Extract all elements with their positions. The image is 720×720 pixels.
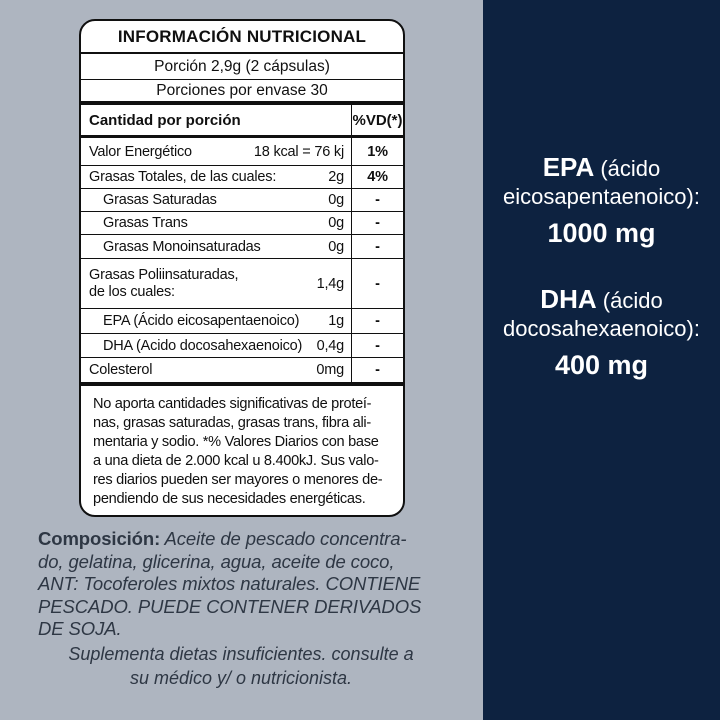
row-amount: 1,4g — [316, 275, 344, 292]
footnote-line: res diarios pueden ser mayores o menores de- — [93, 472, 383, 488]
dha-acronym: DHA — [540, 284, 597, 314]
row-dv: - — [351, 358, 403, 382]
epa-heading — [483, 153, 720, 183]
column-header-amount: Cantidad por porción — [89, 111, 241, 129]
supplement-note-line: Suplementa dietas insuficientes. consulte a — [68, 644, 414, 664]
row-dv: 4% — [351, 166, 403, 188]
dha-heading — [483, 285, 720, 315]
table-footnote — [81, 386, 403, 515]
row-amount: 0g — [328, 238, 344, 255]
table-title: INFORMACIÓN NUTRICIONAL — [81, 21, 403, 54]
row-dv: - — [351, 309, 403, 333]
epa-dha-highlight — [483, 153, 720, 381]
supplement-note — [18, 642, 464, 690]
composition-line-text: Aceite de pescado concentra- — [164, 528, 407, 549]
row-label: Grasas Monoinsaturadas — [103, 238, 261, 255]
dha-description-part2: docosahexaenoico): — [503, 316, 700, 341]
table-row-monounsaturated-fat — [81, 235, 403, 259]
table-column-header-row — [81, 105, 403, 138]
servings-per-container-row: Porciones por envase 30 — [81, 80, 403, 105]
epa-dha-spacer — [483, 249, 720, 285]
table-row-polyunsaturated-fat — [81, 259, 403, 309]
row-label: DHA (Acido docosahexaenoico) — [103, 337, 303, 354]
row-label-line1: Grasas Poliinsaturadas, — [89, 266, 239, 283]
composition-line: PESCADO. PUEDE CONTENER DERIVADOS — [38, 595, 422, 617]
row-dv: - — [351, 334, 403, 357]
supplement-note-line: su médico y/ o nutricionista. — [129, 668, 353, 688]
table-row-epa — [81, 309, 403, 334]
footnote-line: mentaria y sodio. *% Valores Diarios con base — [93, 434, 379, 450]
epa-description-part1: (ácido — [600, 156, 661, 181]
composition-line: ANT: Tocoferoles mixtos naturales. CONTIENE — [38, 573, 421, 594]
composition-line — [38, 528, 472, 551]
table-row-total-fat — [81, 166, 403, 189]
footnote-line: No aporta cantidades significativas de proteí- — [93, 396, 372, 412]
row-dv: - — [351, 189, 403, 211]
composition-text — [38, 528, 472, 641]
row-amount: 18 kcal = 76 kj — [253, 143, 344, 160]
row-label: Valor Energético — [89, 143, 192, 160]
row-label-line2: de los cuales: — [89, 283, 175, 300]
table-row-dha — [81, 334, 403, 358]
column-header-dv: %VD(*) — [351, 105, 403, 135]
footnote-line: nas, grasas saturadas, grasas trans, fibra ali- — [93, 415, 371, 431]
row-label: Grasas Totales, de las cuales: — [89, 169, 277, 185]
footnote-line: a una dieta de 2.000 kcal u 8.400kJ. Sus valo- — [93, 453, 379, 469]
row-label: Colesterol — [89, 362, 153, 378]
dha-value: 400 mg — [554, 350, 649, 380]
row-dv: - — [351, 259, 403, 308]
row-amount: 0g — [328, 215, 344, 231]
row-amount: 0mg — [316, 362, 344, 378]
dha-description-part1: (ácido — [602, 288, 663, 313]
table-row-energy — [81, 138, 403, 166]
row-dv: - — [351, 212, 403, 234]
table-row-trans-fat — [81, 212, 403, 235]
row-label: Grasas Trans — [103, 215, 188, 231]
epa-acronym: EPA — [542, 152, 595, 182]
footnote-line: pendiendo de sus necesidades energéticas. — [93, 491, 366, 507]
row-amount: 2g — [328, 169, 344, 185]
table-row-cholesterol — [81, 358, 403, 386]
composition-label: Composición: — [38, 528, 161, 549]
row-amount: 1g — [328, 313, 344, 329]
epa-description-part2: eicosapentaenoico): — [503, 184, 700, 209]
row-label: Grasas Saturadas — [103, 192, 217, 208]
serving-size-row: Porción 2,9g (2 cápsulas) — [81, 54, 403, 80]
epa-value: 1000 mg — [547, 218, 656, 248]
row-dv: 1% — [351, 138, 403, 165]
table-row-saturated-fat — [81, 189, 403, 212]
row-dv: - — [351, 235, 403, 258]
row-amount: 0g — [328, 192, 344, 208]
composition-line: DE SOJA. — [38, 618, 122, 639]
row-amount: 0,4g — [316, 337, 344, 354]
row-label — [81, 267, 317, 301]
nutrition-facts-table — [79, 19, 405, 517]
row-label: EPA (Ácido eicosapentaenoico) — [103, 313, 300, 329]
composition-line: do, gelatina, glicerina, agua, aceite de coco, — [38, 550, 395, 572]
